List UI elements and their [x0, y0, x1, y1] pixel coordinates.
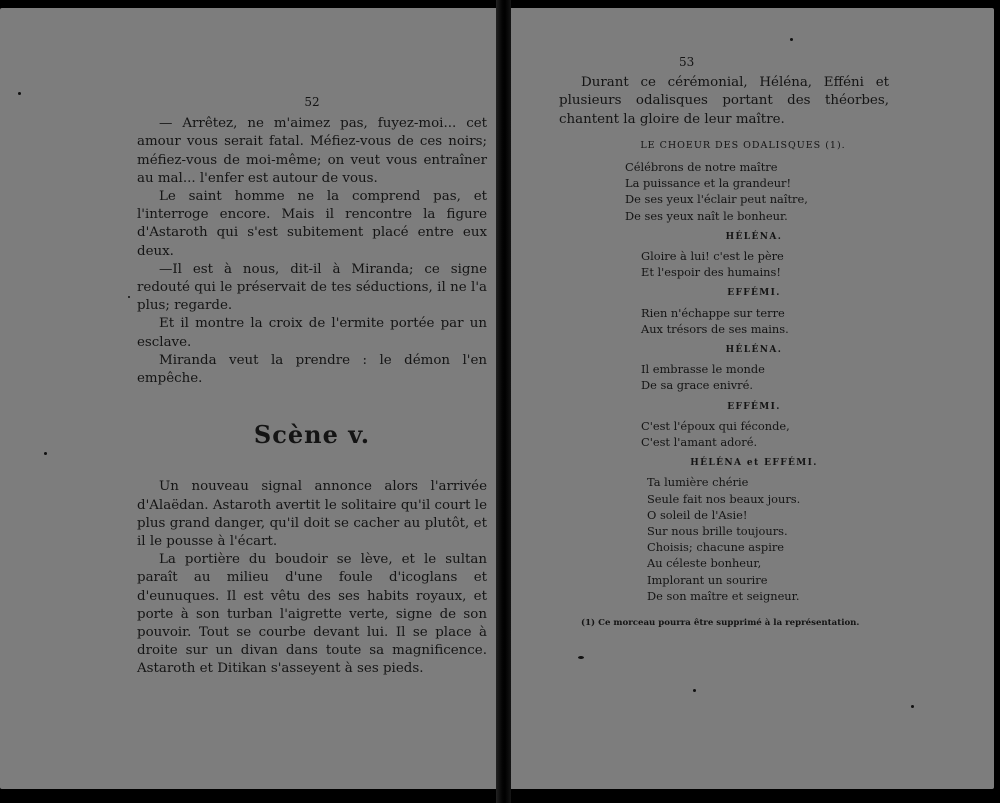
- paragraph: —Il est à nous, dit-il à Miranda; ce signe redouté qui le préservait de tes séductions, il ne l'a plus; regarde.: [137, 261, 487, 314]
- verse-line: Implorant un sourire: [647, 572, 768, 587]
- page-number: 53: [679, 55, 695, 69]
- chorus-heading: LE CHOEUR DES ODALISQUES (1).: [640, 139, 846, 151]
- verse-line: Sur nous brille toujours.: [647, 524, 788, 539]
- ink-speck: [128, 296, 130, 298]
- ink-speck: [693, 689, 696, 692]
- ink-speck: [18, 92, 21, 95]
- left-page: [0, 8, 496, 789]
- book-gutter: [496, 0, 511, 803]
- role-name: HÉLÉNA et EFFÉMI.: [690, 458, 818, 469]
- verse-line: Gloire à lui! c'est le père: [641, 249, 784, 264]
- role-name: HÉLÉNA.: [725, 231, 783, 242]
- right-page: [511, 8, 994, 789]
- verse-line: De ses yeux l'éclair peut naître,: [625, 192, 808, 207]
- page-number: 52: [304, 95, 320, 109]
- verse-line: Ta lumière chérie: [647, 475, 749, 490]
- paragraph: Et il montre la croix de l'ermite portée par un esclave.: [137, 316, 487, 350]
- role-name: EFFÉMI.: [727, 401, 781, 412]
- verse-line: De sa grace enivré.: [641, 378, 753, 393]
- verse-line: De son maître et seigneur.: [647, 588, 800, 603]
- verse-line: Et l'espoir des humains!: [641, 265, 781, 280]
- ink-speck: [790, 38, 793, 41]
- verse-line: C'est l'amant adoré.: [641, 435, 758, 450]
- paragraph: Un nouveau signal annonce alors l'arrivée d'Alaëdan. Astaroth avertit le solitaire qu'il court le plus grand danger, qu'il doit se cacher au plutôt, et il le pousse à l'écart.: [137, 479, 487, 550]
- paragraph: Le saint homme ne la comprend pas, et l'interroge encore. Mais il rencontre la figure d'Astaroth qui s'est subitement placé entre eux deux.: [137, 189, 487, 259]
- intro-paragraph: Durant ce cérémonial, Héléna, Efféni et plusieurs odalisques portant des théorbes, chantent la gloire de leur maître.: [559, 75, 889, 127]
- ink-speck: [44, 452, 47, 455]
- verse-line: Il embrasse le monde: [641, 362, 765, 377]
- verse-line: La puissance et la grandeur!: [625, 176, 792, 191]
- verse-line: C'est l'époux qui féconde,: [641, 418, 790, 433]
- verse-line: Seule fait nos beaux jours.: [647, 491, 801, 506]
- verse-line: O soleil de l'Asie!: [647, 507, 748, 522]
- footnote: (1) Ce morceau pourra être supprimé à la représentation.: [581, 618, 860, 629]
- paragraph: — Arrêtez, ne m'aimez pas, fuyez-moi... cet amour vous serait fatal. Méfiez-vous de ces noirs; méfiez-vous de moi-même; on veut vous entraîner au mal... l'enfer est autour de vous.: [137, 116, 487, 186]
- ink-speck: [911, 705, 914, 708]
- verse-line: Au céleste bonheur,: [647, 556, 762, 571]
- right-page-text: [559, 53, 889, 632]
- left-page-text: [137, 93, 487, 679]
- verse-line: Célébrons de notre maître: [625, 160, 778, 175]
- paragraph: Miranda veut la prendre : le démon l'en empêche.: [137, 352, 487, 387]
- verse-line: De ses yeux naît le bonheur.: [625, 208, 788, 223]
- verse-line: Choisis; chacune aspire: [647, 540, 785, 555]
- verse-line: Rien n'échappe sur terre: [641, 305, 785, 320]
- scene-title: Scène v.: [253, 420, 371, 450]
- role-name: EFFÉMI.: [727, 288, 781, 299]
- verse-line: Aux trésors de ses mains.: [641, 321, 789, 336]
- paragraph: La portière du boudoir se lève, et le sultan paraît au milieu d'une foule d'icoglans et d'eunuques. Il est vêtu des ses habits royaux, et porte à son turban l'aigrette verte, signe de son pouvoir. Tout se courbe devant lui. Il se place à droite sur un divan dans toute sa magnificence. Astaroth et Ditikan s'asseyent à ses pieds.: [137, 552, 487, 677]
- ink-speck: [578, 656, 584, 659]
- role-name: HÉLÉNA.: [725, 345, 783, 356]
